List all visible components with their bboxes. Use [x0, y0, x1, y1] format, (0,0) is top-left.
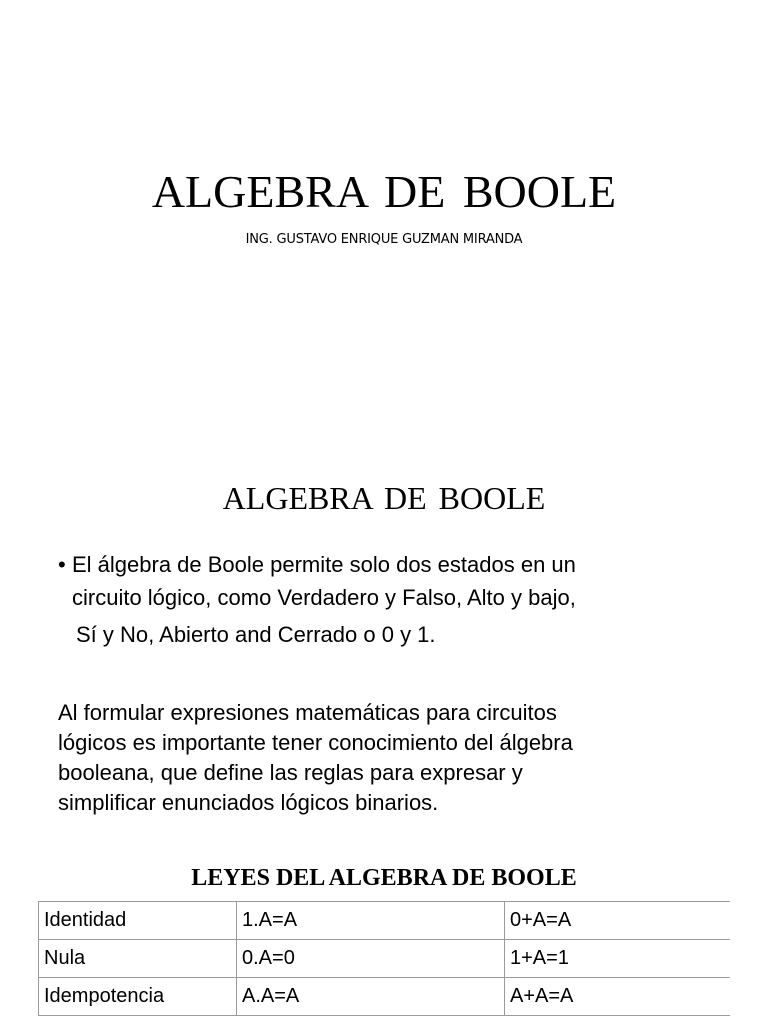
law-and-cell: 1.A=A	[237, 902, 505, 940]
law-or-cell: 0+A=A	[505, 902, 731, 940]
table-row	[39, 940, 731, 978]
paragraph-line: booleana, que define las reglas para expresar y	[58, 760, 523, 785]
paragraph-line: lógicos es importante tener conocimiento del álgebra	[58, 730, 573, 755]
law-and-cell: 0.A=0	[237, 940, 505, 978]
law-name-cell: Identidad	[39, 902, 237, 940]
title-slide	[0, 0, 768, 430]
body-paragraph	[58, 698, 758, 818]
paragraph-line: Al formular expresiones matemáticas para circuitos	[58, 700, 557, 725]
author-subtitle: ING. GUSTAVO ENRIQUE GUZMAN MIRANDA	[245, 232, 523, 247]
bullet-line-2: circuito lógico, como Verdadero y Falso, Alto y bajo,	[72, 585, 576, 610]
law-name-cell: Idempotencia	[39, 978, 237, 1016]
table-row	[39, 978, 731, 1016]
laws-title: LEYES DEL ALGEBRA DE BOOLE	[191, 865, 577, 891]
law-and-cell: A.A=A	[237, 978, 505, 1016]
section-title: ALGEBRA DE BOOLE	[222, 480, 546, 516]
law-or-cell: 1+A=1	[505, 940, 731, 978]
paragraph-line: simplificar enunciados lógicos binarios.	[58, 790, 439, 815]
presentation-title: ALGEBRA DE BOOLE	[151, 166, 617, 217]
bullet-marker: •	[58, 552, 66, 577]
law-or-cell: A+A=A	[505, 978, 731, 1016]
law-name-cell: Nula	[39, 940, 237, 978]
laws-table	[38, 901, 730, 1016]
bullet-line-3: Sí y No, Abierto and Cerrado o 0 y 1.	[76, 622, 436, 647]
table-row	[39, 902, 731, 940]
bullet-line-1: El álgebra de Boole permite solo dos estados en un	[72, 552, 576, 577]
